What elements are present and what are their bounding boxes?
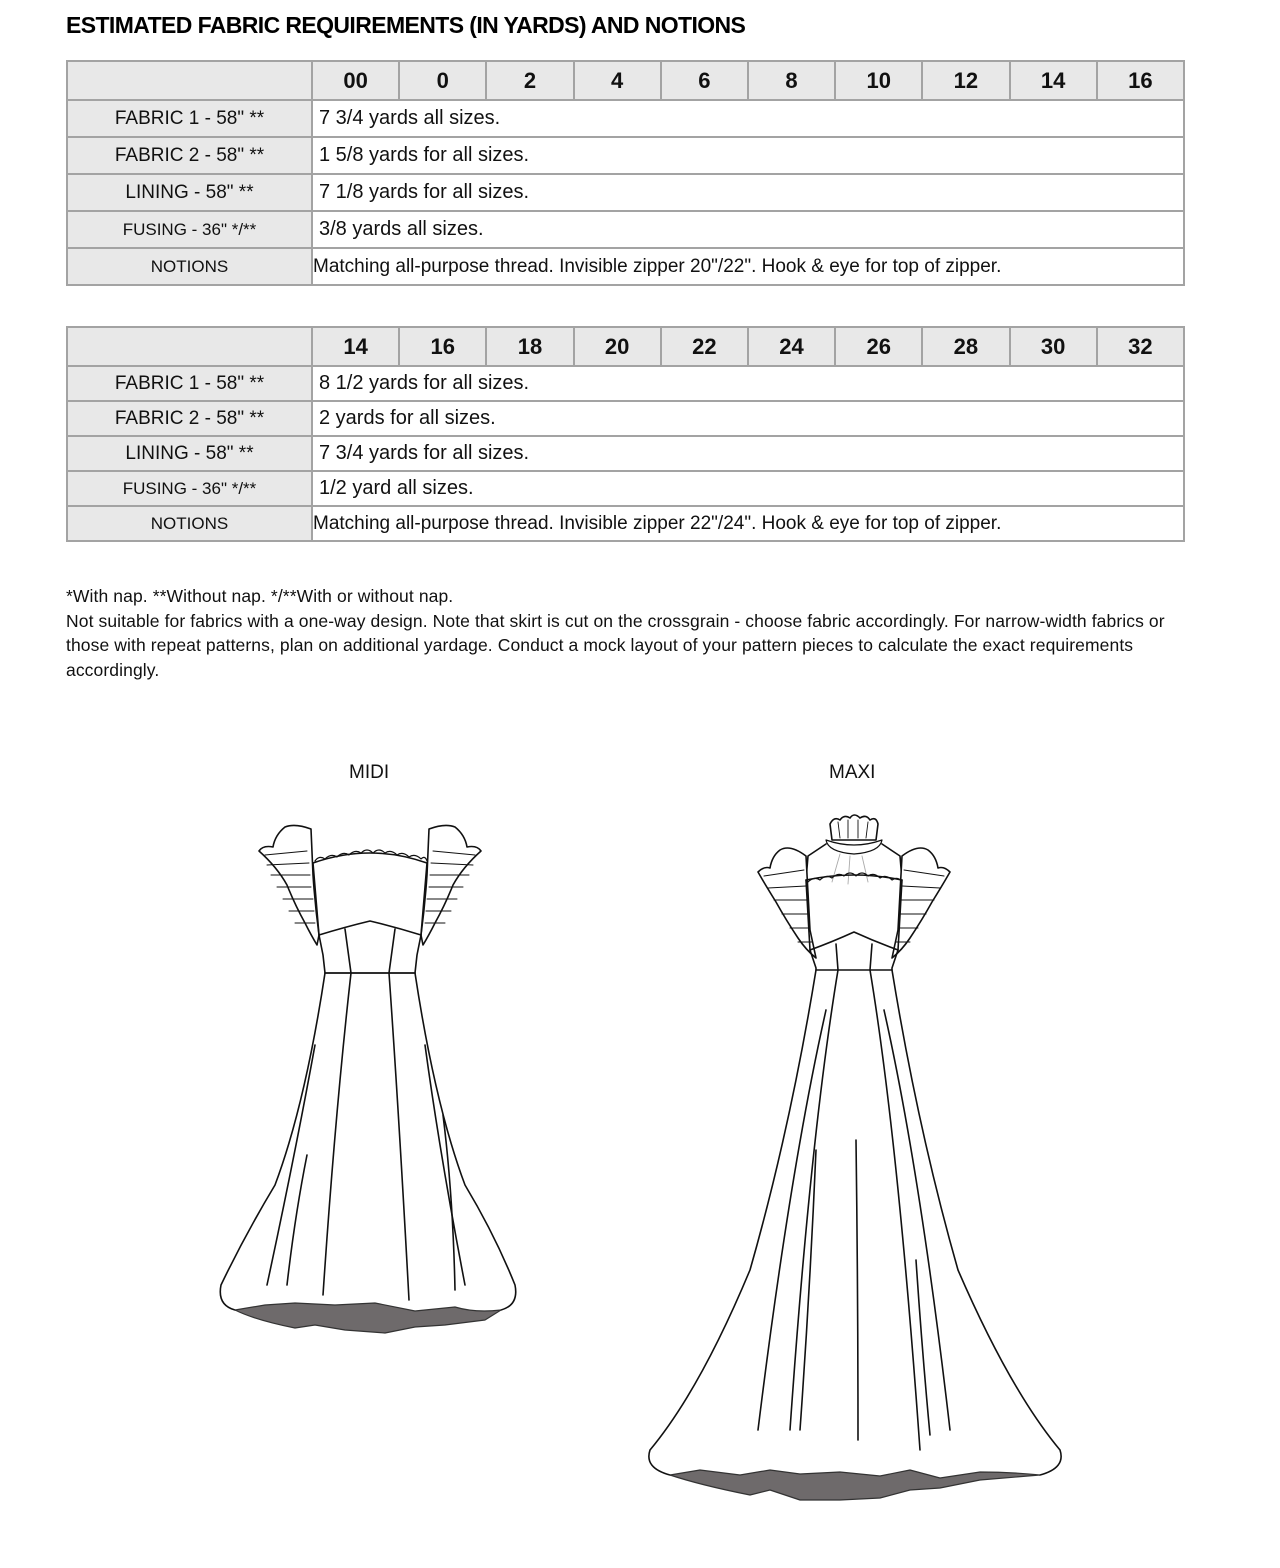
fabric-table-small-sizes bbox=[66, 60, 1185, 286]
row-value-fusing: 3/8 yards all sizes. bbox=[312, 211, 1184, 248]
page-title: ESTIMATED FABRIC REQUIREMENTS (IN YARDS) AND NOTIONS bbox=[66, 12, 746, 38]
table-row bbox=[67, 137, 1184, 174]
size-header: 6 bbox=[661, 61, 748, 100]
size-header: 24 bbox=[748, 327, 835, 366]
size-header: 18 bbox=[486, 327, 573, 366]
maxi-dress-illustration-icon bbox=[640, 810, 1070, 1510]
row-label-fabric-2: FABRIC 2 - 58" ** bbox=[67, 401, 312, 436]
row-value-lining: 7 3/4 yards for all sizes. bbox=[312, 436, 1184, 471]
fabric-advice: Not suitable for fabrics with a one-way design. Note that skirt is cut on the crossgrain - choose fabric accordingly. For narrow-width fabrics or those with repeat patterns, plan on additional yardage. Conduct a mock layout of your pattern pieces to calculate the exact requirements accordingly. bbox=[66, 610, 1165, 680]
table-row bbox=[67, 211, 1184, 248]
row-label-fusing: FUSING - 36" */** bbox=[67, 211, 312, 248]
table-row bbox=[67, 174, 1184, 211]
table-row bbox=[67, 401, 1184, 436]
table-row bbox=[67, 100, 1184, 137]
size-header: 16 bbox=[1097, 61, 1184, 100]
row-label-fabric-1: FABRIC 1 - 58" ** bbox=[67, 100, 312, 137]
size-header: 12 bbox=[922, 61, 1009, 100]
row-label-notions: NOTIONS bbox=[67, 506, 312, 541]
size-header: 20 bbox=[574, 327, 661, 366]
row-value-notions: Matching all-purpose thread. Invisible zipper 20"/22". Hook & eye for top of zipper. bbox=[312, 248, 1184, 285]
midi-caption: MIDI bbox=[349, 762, 390, 783]
size-header: 28 bbox=[922, 327, 1009, 366]
size-header-row bbox=[67, 61, 1184, 100]
size-header: 10 bbox=[835, 61, 922, 100]
midi-dress-illustration-icon bbox=[215, 815, 525, 1335]
row-value-fabric-2: 1 5/8 yards for all sizes. bbox=[312, 137, 1184, 174]
row-label-fusing: FUSING - 36" */** bbox=[67, 471, 312, 506]
size-header: 30 bbox=[1010, 327, 1097, 366]
maxi-caption: MAXI bbox=[829, 762, 876, 783]
header-corner-cell bbox=[67, 61, 312, 100]
size-header: 00 bbox=[312, 61, 399, 100]
size-header: 26 bbox=[835, 327, 922, 366]
fabric-table-large-sizes bbox=[66, 326, 1185, 542]
size-header: 4 bbox=[574, 61, 661, 100]
row-value-fabric-1: 7 3/4 yards all sizes. bbox=[312, 100, 1184, 137]
row-label-lining: LINING - 58" ** bbox=[67, 436, 312, 471]
size-header: 22 bbox=[661, 327, 748, 366]
row-value-notions: Matching all-purpose thread. Invisible zipper 22"/24". Hook & eye for top of zipper. bbox=[312, 506, 1184, 541]
table-row bbox=[67, 366, 1184, 401]
row-label-lining: LINING - 58" ** bbox=[67, 174, 312, 211]
row-label-notions: NOTIONS bbox=[67, 248, 312, 285]
size-header: 2 bbox=[486, 61, 573, 100]
size-header: 14 bbox=[312, 327, 399, 366]
size-header: 32 bbox=[1097, 327, 1184, 366]
table-row bbox=[67, 248, 1184, 285]
row-value-lining: 7 1/8 yards for all sizes. bbox=[312, 174, 1184, 211]
size-header: 14 bbox=[1010, 61, 1097, 100]
row-label-fabric-1: FABRIC 1 - 58" ** bbox=[67, 366, 312, 401]
footnotes bbox=[66, 584, 1166, 682]
row-value-fabric-1: 8 1/2 yards for all sizes. bbox=[312, 366, 1184, 401]
row-value-fusing: 1/2 yard all sizes. bbox=[312, 471, 1184, 506]
nap-legend: *With nap. **Without nap. */**With or without nap. bbox=[66, 586, 454, 606]
size-header: 8 bbox=[748, 61, 835, 100]
table-row bbox=[67, 436, 1184, 471]
size-header-row bbox=[67, 327, 1184, 366]
header-corner-cell bbox=[67, 327, 312, 366]
table-row bbox=[67, 506, 1184, 541]
size-header: 16 bbox=[399, 327, 486, 366]
table-row bbox=[67, 471, 1184, 506]
row-label-fabric-2: FABRIC 2 - 58" ** bbox=[67, 137, 312, 174]
row-value-fabric-2: 2 yards for all sizes. bbox=[312, 401, 1184, 436]
size-header: 0 bbox=[399, 61, 486, 100]
